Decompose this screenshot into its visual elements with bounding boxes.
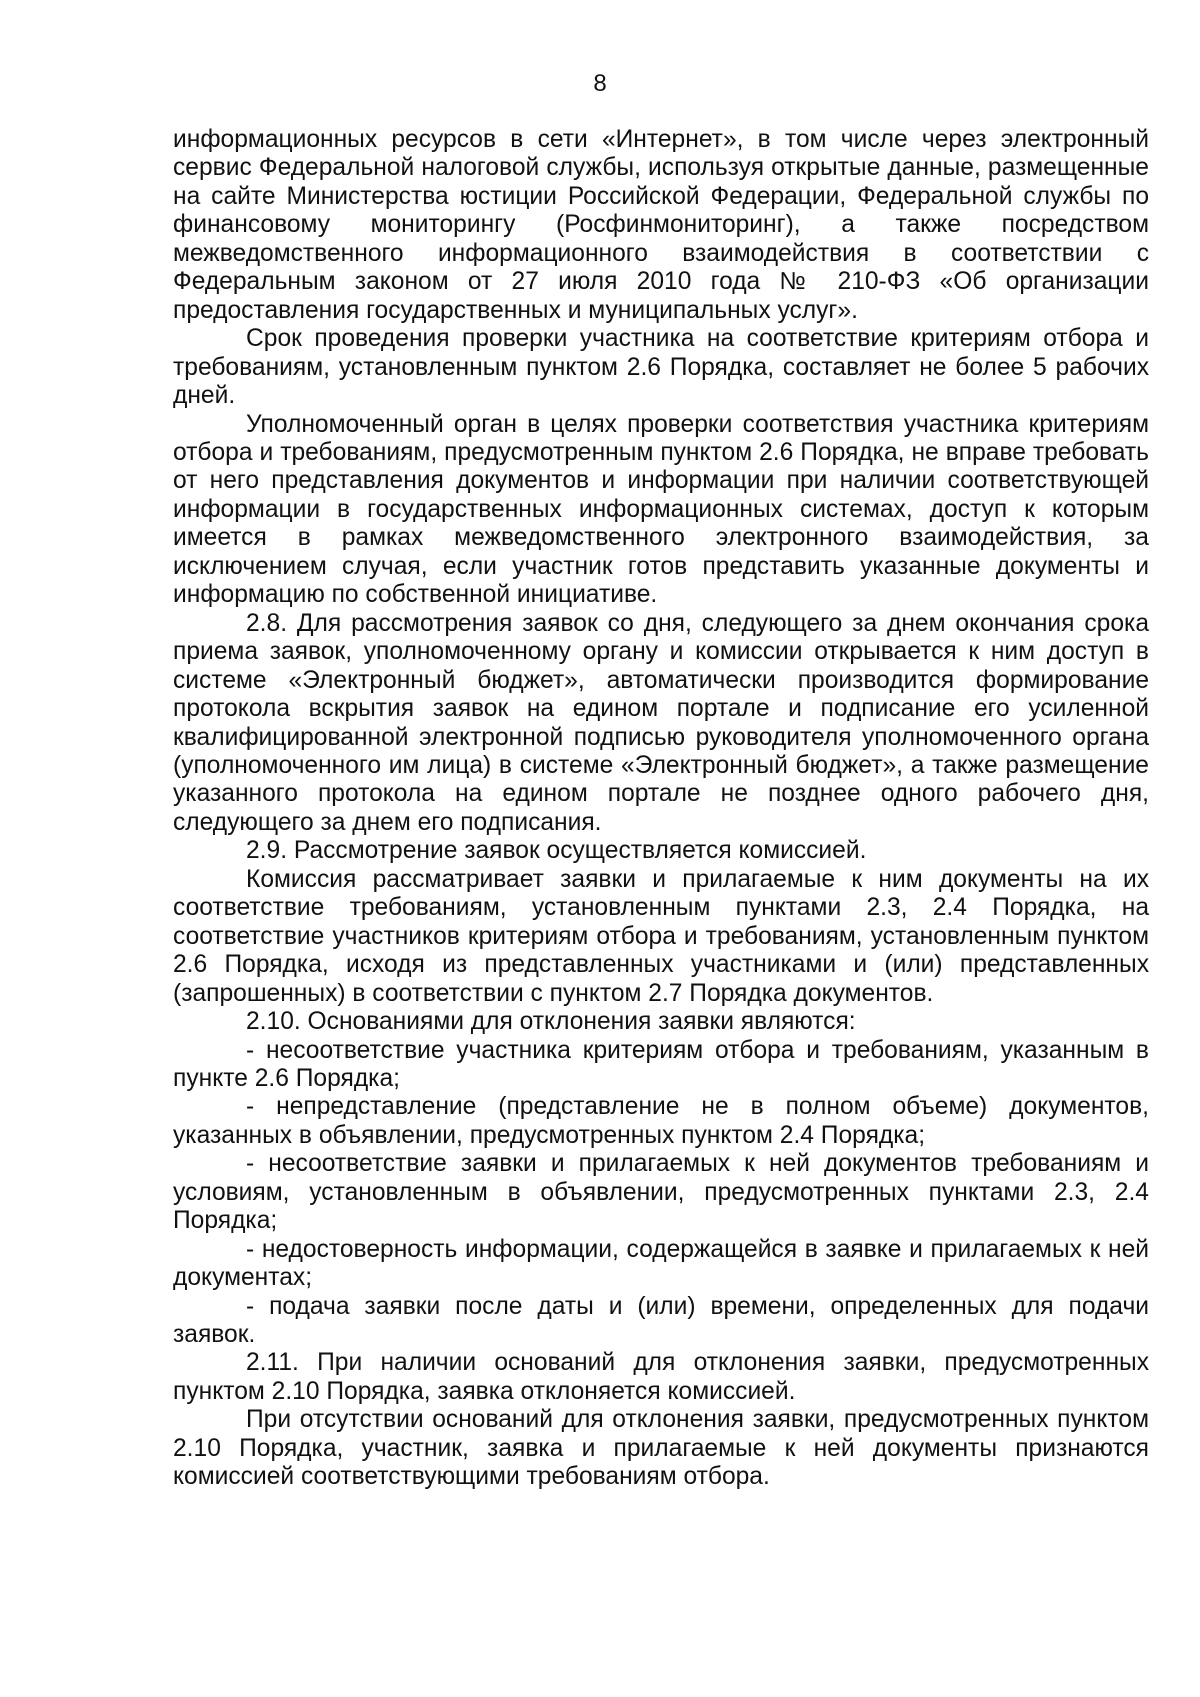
document-body bbox=[173, 126, 1149, 1492]
list-item-late-submission: - подача заявки после даты и (или) времени, определенных для подачи заявок. bbox=[173, 1292, 1149, 1349]
paragraph-2-8: 2.8. Для рассмотрения заявок со дня, следующего за днем окончания срока приема заявок, уполномоченному органу и комиссии открывается к ним доступ в системе «Электронный бюджет», автоматически производится формирование протокола вскрытия заявок на едином портале и подписание его усиленной квалифицированной электронной подписью руководителя уполномоченного органа (уполномоченного им лица) в системе «Электронный бюджет», а также размещение указанного протокола на едином портале не позднее одного рабочего дня, следующего за днем его подписания. bbox=[173, 609, 1149, 836]
page-number: 8 bbox=[593, 70, 607, 97]
list-item-noncompliance: - несоответствие участника критериям отбора и требованиям, указанным в пункте 2.6 Порядка; bbox=[173, 1036, 1149, 1092]
paragraph-authority-restriction: Уполномоченный орган в целях проверки соответствия участника критериям отбора и требованиям, предусмотренным пунктом 2.6 Порядка, не вправе требовать от него представления документов и информации при наличии соответствующей информации в государственных информационных системах, доступ к которым имеется в рамках межведомственного электронного взаимодействия, за исключением случая, если участник готов представить указанные документы и информацию по собственной инициативе. bbox=[173, 410, 1149, 609]
list-item-application-noncompliance: - несоответствие заявки и прилагаемых к ней документов требованиям и условиям, установленным в объявлении, предусмотренных пунктами 2.3, 2.4 Порядка; bbox=[173, 1150, 1149, 1235]
list-item-nonsubmission: - непредставление (представление не в полном объеме) документов, указанных в объявлении, предусмотренных пунктом 2.4 Порядка; bbox=[173, 1093, 1149, 1149]
paragraph-continuation: информационных ресурсов в сети «Интернет», в том числе через электронный сервис Федеральной налоговой службы, используя открытые данные, размещенные на сайте Министерства юстиции Российской Федерации, Федеральной службы по финансовому мониторингу (Росфинмониторинг), а также посредством межведомственного информационного взаимодействия в соответствии с Федеральным законом от 27 июля 2010 года № 210-ФЗ «Об организации предоставления государственных и муниципальных услуг». bbox=[173, 126, 1149, 324]
paragraph-acceptance: При отсутствии оснований для отклонения заявки, предусмотренных пунктом 2.10 Порядка, участник, заявка и прилагаемые к ней документы признаются комиссией соответствующими требованиям отбора. bbox=[173, 1406, 1149, 1491]
paragraph-2-9: 2.9. Рассмотрение заявок осуществляется комиссией. bbox=[246, 837, 867, 865]
list-item-unreliable-info: - недостоверность информации, содержащейся в заявке и прилагаемых к ней документах; bbox=[173, 1235, 1149, 1292]
paragraph-2-10: 2.10. Основаниями для отклонения заявки являются: bbox=[246, 1008, 856, 1036]
paragraph-commission-review: Комиссия рассматривает заявки и прилагаемые к ним документы на их соответствие требованиям, установленным пунктами 2.3, 2.4 Порядка, на соответствие участников критериям отбора и требованиям, установленным пунктом 2.6 Порядка, исходя из представленных участниками и (или) представленных (запрошенных) в соответствии с пунктом 2.7 Порядка документов. bbox=[173, 865, 1149, 1007]
paragraph-verification-period: Срок проведения проверки участника на соответствие критериям отбора и требованиям, установленным пунктом 2.6 Порядка, составляет не более 5 рабочих дней. bbox=[173, 325, 1149, 410]
paragraph-2-11: 2.11. При наличии оснований для отклонения заявки, предусмотренных пунктом 2.10 Порядка, заявка отклоняется комиссией. bbox=[173, 1349, 1149, 1405]
